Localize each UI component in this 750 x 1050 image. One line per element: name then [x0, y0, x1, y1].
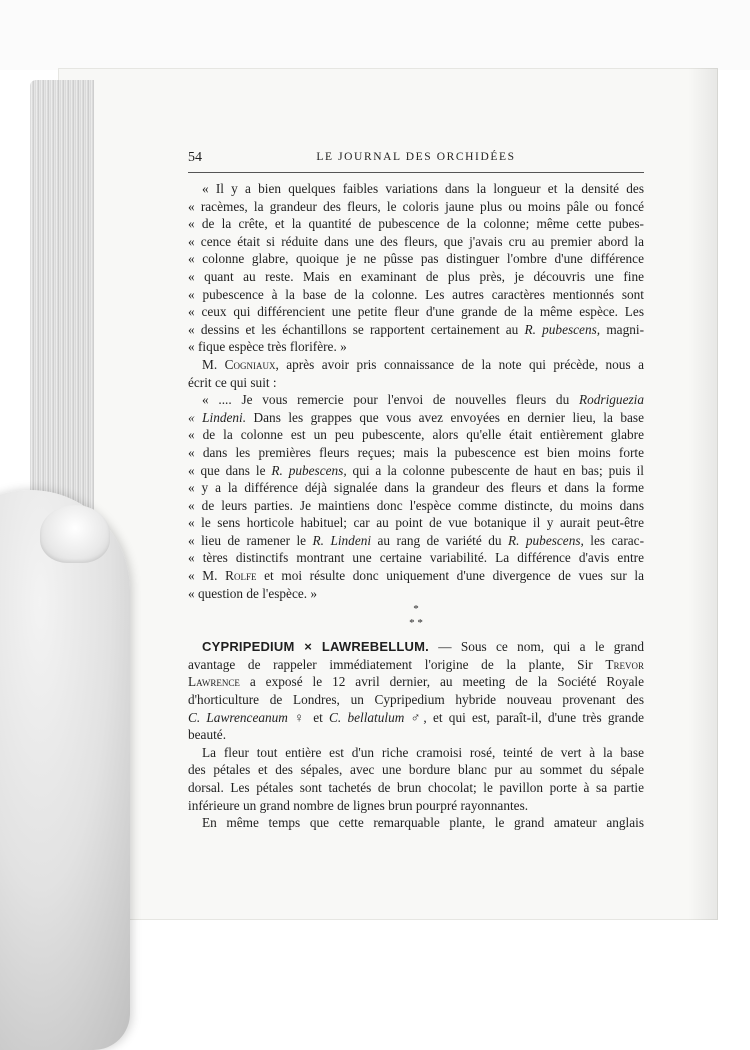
genus-name: Rodriguezia — [578, 392, 644, 408]
text-span: avantage de rappeler immédiatement l'origine de la plante, Sir — [188, 656, 606, 672]
text-span: et qui est, paraît-il, d'une très grande — [426, 709, 645, 725]
text-line: écrit ce qui suit : — [188, 374, 277, 390]
header-rule — [188, 172, 644, 173]
text-line: « pubescence à la base de la colonne. Les autres caractères mentionnés sont — [188, 286, 644, 302]
species-name: R. pubescens, — [524, 321, 601, 337]
text-line: « de leurs parties. Je maintiens donc l'espèce comme distincte, du moins dans — [188, 497, 644, 513]
person-name: Lawrence — [188, 674, 240, 690]
text-line: dorsal. Les pétales sont tachetés de brun chocolat; le pavillon porte à sa partie — [188, 780, 644, 795]
person-name: Rolfe — [225, 568, 257, 584]
thumb-image — [0, 490, 130, 1050]
text-line — [188, 462, 644, 480]
text-line — [188, 356, 644, 374]
text-span: et moi résulte donc uniquement d'une divergence de vues sur la — [256, 568, 644, 584]
text-line — [188, 567, 644, 585]
text-line: « de la crête, et la quantité de pubescence de la colonne; même cette pubes- — [188, 216, 644, 232]
text-line — [188, 532, 644, 550]
text-line: « de la colonne est un peu pubescente, alors qu'elle était entièrement glabre — [188, 427, 644, 443]
person-name: M. Cogniaux, — [202, 356, 279, 372]
species-name: « Lindeni. — [188, 409, 247, 425]
text-line — [188, 391, 644, 409]
text-line — [188, 673, 644, 691]
text-span: « lieu de ramener le — [188, 532, 313, 548]
text-line: « dans les premières fleurs reçues; mais la pubescence est bien moins forte — [188, 444, 644, 460]
text-line — [188, 321, 644, 339]
text-line: « ceux qui différencient une petite fleur d'une grande de la même espèce. Les — [188, 304, 644, 320]
species-name: C. Lawrenceanum — [188, 709, 288, 725]
text-line: « quant au reste. Mais en examinant de plus près, je découvris une fine — [188, 268, 644, 284]
text-line — [188, 656, 644, 674]
text-line: « fique espèce très florifère. » — [188, 339, 347, 355]
text-line: beauté. — [188, 727, 227, 743]
species-name: R. pubescens, — [507, 532, 584, 548]
text-span: « M. — [188, 568, 226, 584]
scanner-background — [0, 0, 750, 70]
page-number: 54 — [188, 150, 202, 165]
text-span: magni- — [600, 321, 644, 337]
species-name: R. pubescens, — [271, 462, 347, 478]
text-span: ♂, — [404, 709, 427, 725]
text-span: Dans les grappes que vous avez envoyées en dernier lieu, la base — [246, 409, 644, 425]
text-span: après avoir pris connaissance de la note qui précède, nous a — [278, 356, 644, 372]
text-line: La fleur tout entière est d'un riche cramoisi rosé, teinté de vert à la base — [202, 744, 644, 760]
text-line — [188, 409, 644, 427]
species-name: R. Lindeni — [312, 532, 372, 548]
person-name: Trevor — [605, 656, 644, 672]
text-span: au rang de variété du — [371, 532, 508, 548]
text-span: qui a la colonne pubescente de haut en bas; puis il — [346, 462, 645, 478]
page-shadow — [688, 68, 718, 920]
body-text — [188, 180, 644, 832]
text-span: « .... Je vous remercie pour l'envoi de nouvelles fleurs du — [202, 392, 579, 408]
text-line: « colonne glabre, quoique je ne pûsse pas distinguer l'ombre d'une différence — [188, 251, 644, 267]
text-line: En même temps que cette remarquable plante, le grand amateur anglais — [202, 815, 644, 831]
text-line: « question de l'espèce. » — [188, 585, 318, 601]
text-line: des pétales et des sépales, avec une bordure blanc pur au sommet du sépale — [188, 762, 644, 778]
text-span: les carac- — [583, 532, 644, 548]
text-line — [188, 638, 644, 656]
text-line: « racèmes, la grandeur des fleurs, le coloris jaune plus ou moins pâle ou foncé — [188, 198, 644, 214]
text-span: « que dans le — [188, 462, 272, 478]
thumbnail-image — [40, 505, 110, 563]
text-line: « le sens horticole habituel; car au point de vue botanique il y aurait peut-être — [188, 515, 644, 531]
species-name: C. bellatulum — [329, 709, 405, 725]
text-span: a exposé le 12 avril dernier, au meeting de la Société Royale — [239, 674, 644, 690]
section-separator: * * * — [409, 603, 423, 630]
text-line: « cence était si réduite dans une des fleurs, que j'avais cru au premier abord la — [188, 233, 644, 249]
text-line: d'horticulture de Londres, un Cypripedium hybride nouveau provenant des — [188, 692, 644, 708]
text-span: « dessins et les échantillons se rapportent certainement au — [188, 321, 525, 337]
text-line: « Il y a bien quelques faibles variations dans la longueur et la densité des — [202, 181, 644, 196]
page-header — [188, 150, 644, 170]
text-line: « tères distinctifs montrant une certaine variabilité. La différence d'avis entre — [188, 550, 644, 566]
section-title: CYPRIPEDIUM × LAWREBELLUM. — [202, 639, 429, 655]
text-span: — Sous ce nom, qui a le grand — [428, 639, 644, 655]
text-span: ♀ et — [287, 709, 330, 725]
running-head: LE JOURNAL DES ORCHIDÉES — [316, 151, 516, 163]
text-line: inférieure un grand nombre de lignes brun pourpré rayonnantes. — [188, 797, 529, 813]
text-line — [188, 709, 644, 727]
text-line: « y a la différence déjà signalée dans la grandeur des fleurs et dans la forme — [188, 480, 644, 496]
